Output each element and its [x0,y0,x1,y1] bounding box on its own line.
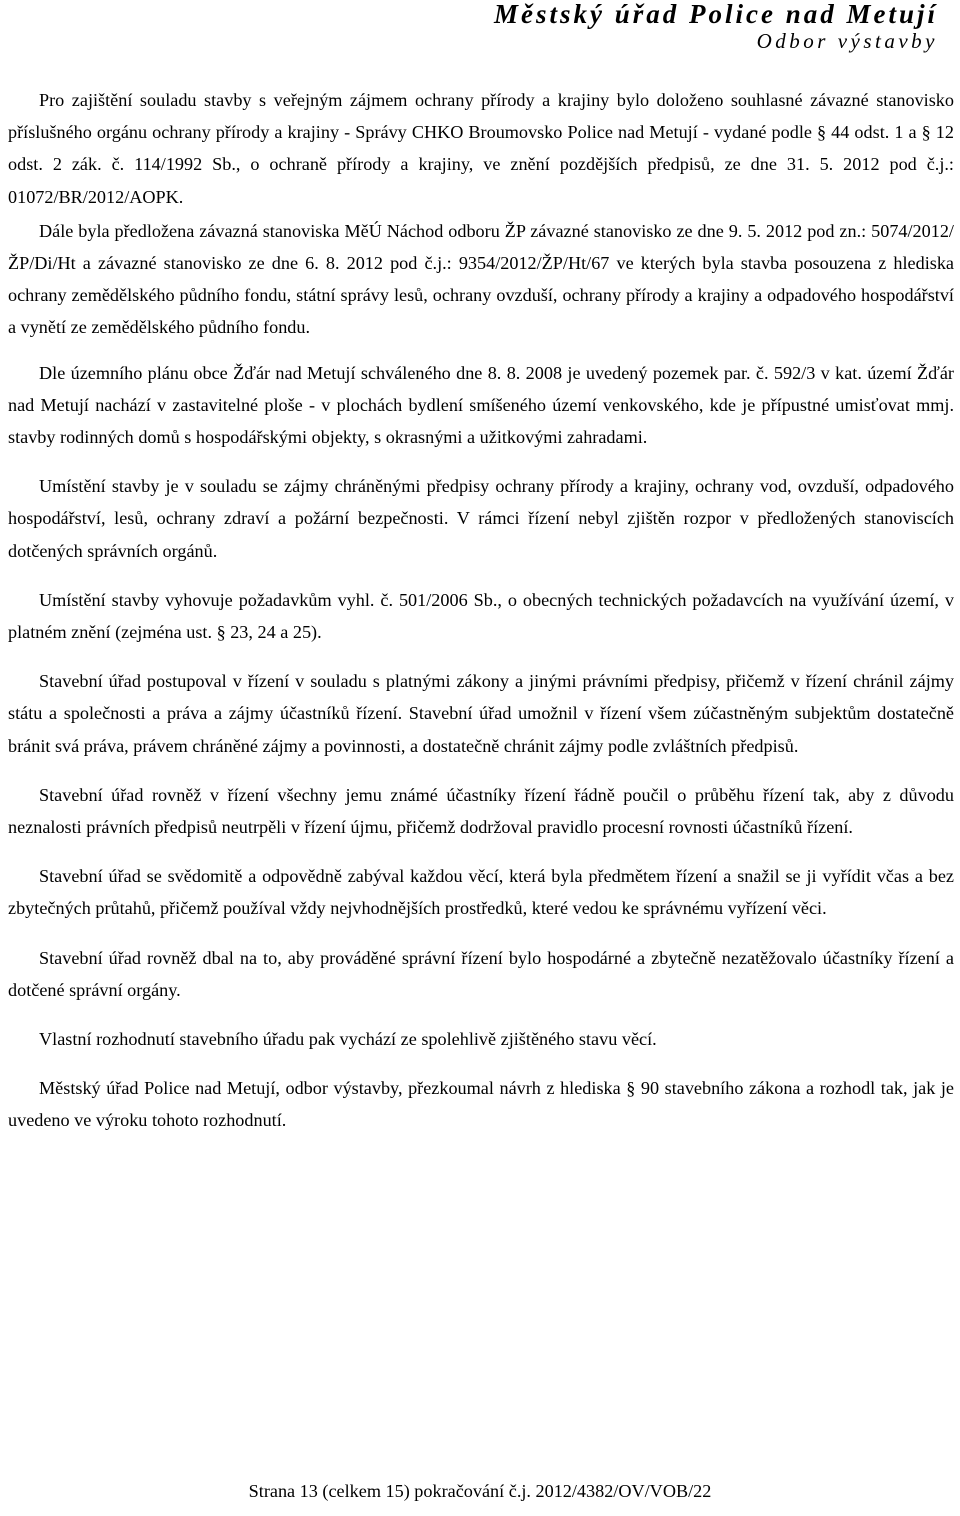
paragraph-souladu-zajmy: Umístění stavby je v souladu se zájmy chráněnými předpisy ochrany přírody a krajiny, ochrany vod, ovzduší, odpadového hospodářství, lesů, ochrany zdraví a požární bezpečnosti. V rámci řízení nebyl zjištěn rozpor v předložených stanoviscích dotčených správních orgánů. [8,476,954,561]
page-footer: Strana 13 (celkem 15) pokračování č.j. 2012/4382/OV/VOB/22 [248,1481,712,1501]
document-header [494,0,938,54]
document-body [8,84,954,1137]
paragraph-chko: Pro zajištění souladu stavby s veřejným zájmem ochrany přírody a krajiny bylo doloženo souhlasné závazné stanovisko příslušného orgánu ochrany přírody a krajiny - Správy CHKO Broumovsko Police nad Metují - vydané podle § 44 odst. 1 a § 12 odst. 2 zák. č. 114/1992 Sb., o ochraně přírody a krajiny, ve znění pozdějších předpisů, ze dne 31. 5. 2012 pod č.j.: 01072/BR/2012/AOPK. [8,90,954,207]
paragraph-svedomitost: Stavební úřad se svědomitě a odpovědně zabýval každou věcí, která byla předmětem řízení a snažil se ji vyřídit včas a bez zbytečných průtahů, přičemž používal vždy nejvhodnějších prostředků, které vedou ke správnému vyřízení věci. [8,866,954,919]
paragraph-stanoviska-zp: Dále byla předložena závazná stanoviska MěÚ Náchod odboru ŽP závazné stanovisko ze dne 9. 5. 2012 pod zn.: 5074/2012/ŽP/Di/Ht a závazné stanovisko ze dne 6. 8. 2012 pod č.j.: 9354/2012/ŽP/Ht/67 ve kterých byla stavba posouzena z hlediska ochrany zemědělského půdního fondu, státní správy lesů, ochrany ovzduší, ochrany přírody a krajiny a odpadového hospodářství a vynětí ze zemědělského půdního fondu. [8,220,954,338]
paragraph-pouceni: Stavební úřad rovněž v řízení všechny jemu známé účastníky řízení řádně poučil o průběhu řízení tak, aby z důvodu neznalosti právních předpisů neutrpěli v řízení újmu, přičemž dodržoval pravidlo procesní rovnosti účastníků řízení. [8,784,954,838]
paragraph-uzemni-plan: Dle územního plánu obce Žďár nad Metují schváleného dne 8. 8. 2008 je uvedený pozemek par. č. 592/3 v kat. území Žďár nad Metují nachází v zastavitelné ploše - v plochách bydlení smíšeného území venkovského, kde je přípustné umisťovat mmj. stavby rodinných domů s hospodářskými objekty, s okrasnými a užitkovými zahradami. [8,362,954,448]
paragraph-hospodarnost: Stavební úřad rovněž dbal na to, aby prováděné správní řízení bylo hospodárné a zbytečně nezatěžovalo účastníky řízení a dotčené správní orgány. [8,947,954,1000]
paragraph-prezkoumani: Městský úřad Police nad Metují, odbor výstavby, přezkoumal návrh z hlediska § 90 stavebního zákona a rozhodl tak, jak je uvedeno ve výroku tohoto rozhodnutí. [8,1078,954,1131]
header-title: Městský úřad Police nad Metují [493,0,938,29]
paragraph-vyhlaska: Umístění stavby vyhovuje požadavkům vyhl. č. 501/2006 Sb., o obecných technických požadavcích na využívání území, v platném znění (zejména ust. § 23, 24 a 25). [8,589,954,643]
paragraph-postup-rizeni: Stavební úřad postupoval v řízení v souladu s platnými zákony a jinými právními předpisy, přičemž v řízení chránil zájmy státu a společnosti a práva a zájmy účastníků řízení. Stavební úřad umožnil v řízení všem zúčastněným subjektům dostatečně bránit svá práva, právem chráněné zájmy a povinnosti, a dostatečně chránit zájmy podle zvláštních předpisů. [8,671,954,756]
header-subtitle: Odbor výstavby [756,29,938,53]
paragraph-vlastni-rozhodnuti: Vlastní rozhodnutí stavebního úřadu pak vychází ze spolehlivě zjištěného stavu věcí. [39,1029,657,1050]
